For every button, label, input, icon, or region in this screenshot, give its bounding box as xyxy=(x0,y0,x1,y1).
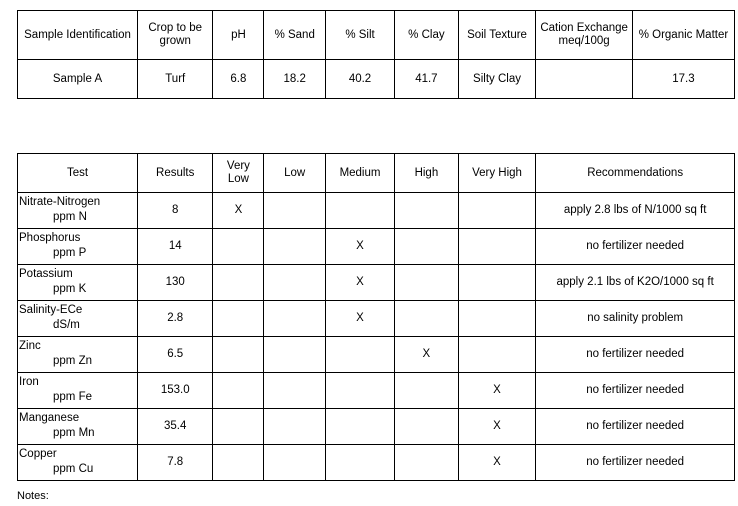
test-row xyxy=(18,445,735,481)
sample-header-row xyxy=(18,11,735,60)
test-unit: ppm N xyxy=(53,211,87,223)
high-cell xyxy=(395,409,459,445)
clay-cell: 41.7 xyxy=(395,60,459,99)
medium-cell: X xyxy=(326,301,395,337)
header-silt: % Silt xyxy=(326,11,395,60)
test-name: Salinity-ECe xyxy=(19,304,83,316)
header-sand: % Sand xyxy=(264,11,326,60)
test-unit: ppm Mn xyxy=(53,427,95,439)
very-high-cell xyxy=(458,193,536,229)
header-high: High xyxy=(395,154,459,193)
low-cell xyxy=(264,409,326,445)
sample-table xyxy=(17,10,735,99)
sand-cell: 18.2 xyxy=(264,60,326,99)
recommendation-cell: no fertilizer needed xyxy=(536,373,735,409)
test-row xyxy=(18,337,735,373)
test-row xyxy=(18,265,735,301)
header-test: Test xyxy=(18,154,138,193)
very-low-cell xyxy=(213,409,264,445)
header-crop: Crop to be grown xyxy=(138,11,213,60)
test-name-cell xyxy=(18,193,138,229)
medium-cell xyxy=(326,445,395,481)
test-header-row xyxy=(18,154,735,193)
result-cell: 7.8 xyxy=(138,445,213,481)
crop-cell: Turf xyxy=(138,60,213,99)
high-cell xyxy=(395,373,459,409)
header-clay: % Clay xyxy=(395,11,459,60)
recommendation-cell: apply 2.1 lbs of K2O/1000 sq ft xyxy=(536,265,735,301)
header-ph: pH xyxy=(213,11,264,60)
test-name-cell xyxy=(18,337,138,373)
high-cell xyxy=(395,265,459,301)
recommendation-cell: no salinity problem xyxy=(536,301,735,337)
medium-cell xyxy=(326,193,395,229)
very-low-cell xyxy=(213,229,264,265)
sample-row xyxy=(18,60,735,99)
header-soil-texture: Soil Texture xyxy=(458,11,536,60)
test-table xyxy=(17,153,735,481)
very-low-cell xyxy=(213,373,264,409)
high-cell xyxy=(395,229,459,265)
header-results: Results xyxy=(138,154,213,193)
test-unit: ppm Fe xyxy=(53,391,92,403)
low-cell xyxy=(264,373,326,409)
test-unit: ppm Zn xyxy=(53,355,92,367)
test-name-cell xyxy=(18,409,138,445)
test-unit: ppm P xyxy=(53,247,87,259)
test-row xyxy=(18,229,735,265)
very-high-cell: X xyxy=(458,373,536,409)
notes-label: Notes: xyxy=(17,490,49,502)
test-row xyxy=(18,193,735,229)
test-name: Phosphorus xyxy=(19,232,81,244)
medium-cell: X xyxy=(326,229,395,265)
recommendation-cell: apply 2.8 lbs of N/1000 sq ft xyxy=(536,193,735,229)
low-cell xyxy=(264,301,326,337)
sample-id-cell: Sample A xyxy=(18,60,138,99)
test-name-cell xyxy=(18,229,138,265)
result-cell: 130 xyxy=(138,265,213,301)
result-cell: 153.0 xyxy=(138,373,213,409)
header-very-high: Very High xyxy=(458,154,536,193)
header-low: Low xyxy=(264,154,326,193)
recommendation-cell: no fertilizer needed xyxy=(536,337,735,373)
medium-cell xyxy=(326,337,395,373)
low-cell xyxy=(264,193,326,229)
low-cell xyxy=(264,445,326,481)
test-row xyxy=(18,409,735,445)
result-cell: 8 xyxy=(138,193,213,229)
low-cell xyxy=(264,337,326,373)
medium-cell xyxy=(326,373,395,409)
result-cell: 6.5 xyxy=(138,337,213,373)
test-unit: ppm K xyxy=(53,283,87,295)
header-cation-exchange: Cation Exchange meq/100g xyxy=(536,11,633,60)
ph-cell: 6.8 xyxy=(213,60,264,99)
medium-cell: X xyxy=(326,265,395,301)
test-name: Zinc xyxy=(19,340,41,352)
header-medium: Medium xyxy=(326,154,395,193)
test-unit: dS/m xyxy=(53,319,80,331)
soil-texture-cell: Silty Clay xyxy=(458,60,536,99)
very-low-cell xyxy=(213,337,264,373)
test-name: Nitrate-Nitrogen xyxy=(19,196,101,208)
test-row xyxy=(18,373,735,409)
test-name-cell xyxy=(18,373,138,409)
test-name: Iron xyxy=(19,376,39,388)
high-cell xyxy=(395,193,459,229)
low-cell xyxy=(264,265,326,301)
very-low-cell xyxy=(213,445,264,481)
very-high-cell xyxy=(458,265,536,301)
header-very-low: Very Low xyxy=(213,154,264,193)
cation-exchange-cell xyxy=(536,60,633,99)
very-high-cell: X xyxy=(458,445,536,481)
result-cell: 2.8 xyxy=(138,301,213,337)
test-name-cell xyxy=(18,265,138,301)
very-high-cell xyxy=(458,229,536,265)
test-name-cell xyxy=(18,301,138,337)
recommendation-cell: no fertilizer needed xyxy=(536,229,735,265)
very-high-cell: X xyxy=(458,409,536,445)
test-name: Copper xyxy=(19,448,57,460)
header-sample-id: Sample Identification xyxy=(18,11,138,60)
organic-matter-cell: 17.3 xyxy=(632,60,734,99)
high-cell xyxy=(395,301,459,337)
recommendation-cell: no fertilizer needed xyxy=(536,409,735,445)
header-recommendations: Recommendations xyxy=(536,154,735,193)
very-low-cell: X xyxy=(213,193,264,229)
header-organic-matter: % Organic Matter xyxy=(632,11,734,60)
low-cell xyxy=(264,229,326,265)
test-row xyxy=(18,301,735,337)
recommendation-cell: no fertilizer needed xyxy=(536,445,735,481)
high-cell: X xyxy=(395,337,459,373)
result-cell: 35.4 xyxy=(138,409,213,445)
test-unit: ppm Cu xyxy=(53,463,94,475)
very-high-cell xyxy=(458,301,536,337)
medium-cell xyxy=(326,409,395,445)
silt-cell: 40.2 xyxy=(326,60,395,99)
test-name: Potassium xyxy=(19,268,73,280)
test-name: Manganese xyxy=(19,412,80,424)
very-high-cell xyxy=(458,337,536,373)
very-low-cell xyxy=(213,265,264,301)
result-cell: 14 xyxy=(138,229,213,265)
high-cell xyxy=(395,445,459,481)
very-low-cell xyxy=(213,301,264,337)
test-name-cell xyxy=(18,445,138,481)
